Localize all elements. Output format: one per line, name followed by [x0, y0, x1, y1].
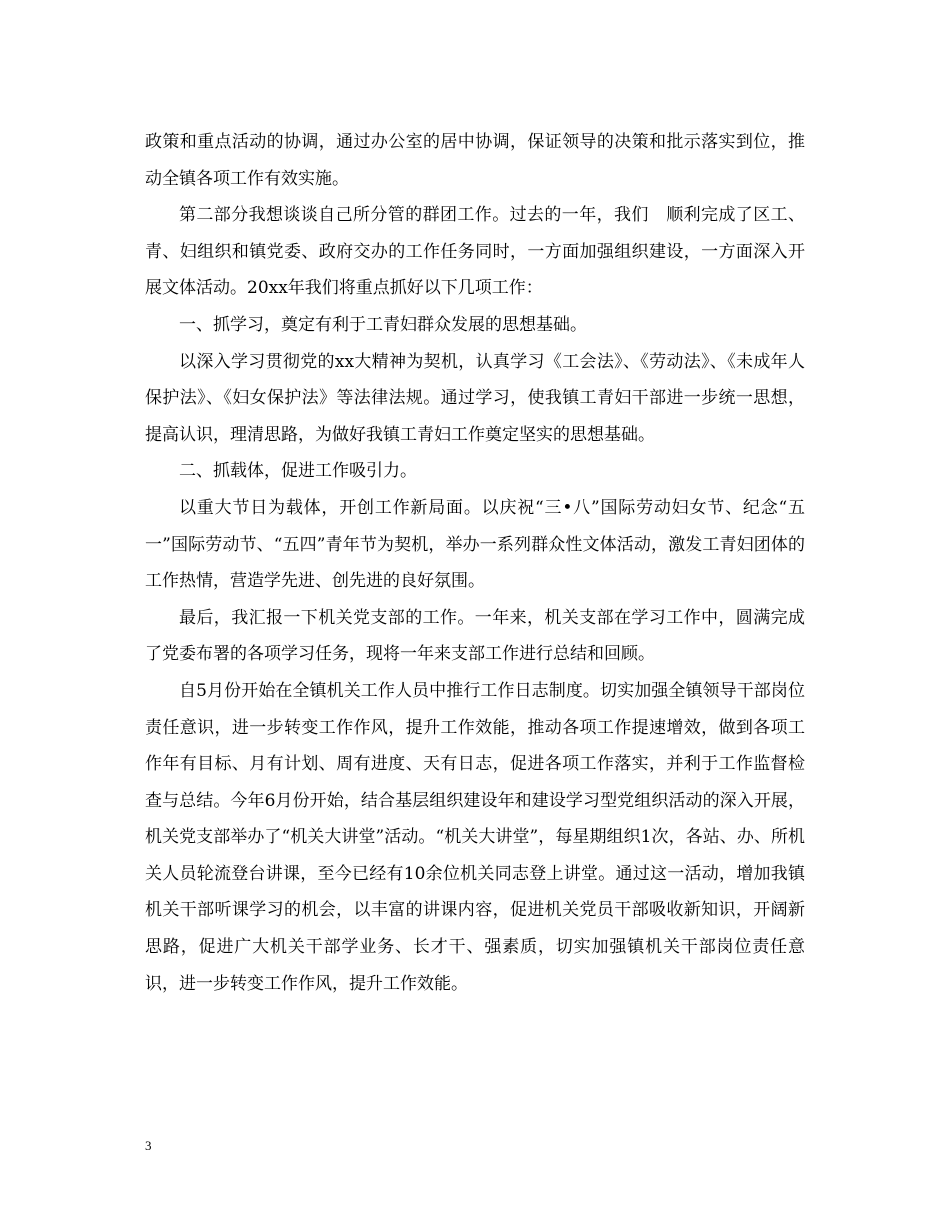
section-heading-2: 二、抓载体，促进工作吸引力。	[179, 461, 417, 482]
page-number: 3	[145, 1138, 152, 1153]
document-body	[145, 124, 805, 1002]
section-heading-1: 一、抓学习，奠定有利于工青妇群众发展的思想基础。	[179, 314, 587, 335]
paragraph-4: 以重大节日为载体，开创工作新局面。以庆祝“三•八”国际劳动妇女节、纪念“五一”国际劳动节、“五四”青年节为契机，举办一系列群众性文体活动，激发工青妇团体的工作热情，营造学先进、创先进的良好氛围。	[145, 497, 805, 592]
paragraph-2: 第二部分我想谈谈自己所分管的群团工作。过去的一年，我们 顺利完成了区工、青、妇组织和镇党委、政府交办的工作任务同时，一方面加强组织建设，一方面深入开展文体活动。20xx年我们将重点抓好以下几项工作：	[145, 205, 805, 299]
paragraph-5: 最后，我汇报一下机关党支部的工作。一年来，机关支部在学习工作中，圆满完成了党委布署的各项学习任务，现将一年来支部工作进行总结和回顾。	[145, 607, 805, 665]
paragraph-6: 自5月份开始在全镇机关工作人员中推行工作日志制度。切实加强全镇领导干部岗位责任意识，进一步转变工作作风，提升工作效能，推动各项工作提速增效，做到各项工作年有目标、月有计划、周有进度、天有日志，促进各项工作落实，并利于工作监督检查与总结。今年6月份开始，结合基层组织建设年和建设学习型党组织活动的深入开展，机关党支部举办了“机关大讲堂”活动。“机关大讲堂”，每星期组织1次，各站、办、所机关人员轮流登台讲课，至今已经有10余位机关同志登上讲堂。通过这一活动，增加我镇机关干部听课学习的机会，以丰富的讲课内容，促进机关党员干部吸收新知识，开阔新思路，促进广大机关干部学业务、长才干、强素质，切实加强镇机关干部岗位责任意识，进一步转变工作作风，提升工作效能。	[145, 680, 805, 994]
paragraph-3: 以深入学习贯彻党的xx大精神为契机，认真学习《工会法》、《劳动法》、《未成年人保护法》、《妇女保护法》等法律法规。通过学习，使我镇工青妇干部进一步统一思想，提高认识，理清思路，为做好我镇工青妇工作奠定坚实的思想基础。	[145, 351, 805, 445]
paragraph-1: 政策和重点活动的协调，通过办公室的居中协调，保证领导的决策和批示落实到位，推动全镇各项工作有效实施。	[145, 132, 805, 189]
